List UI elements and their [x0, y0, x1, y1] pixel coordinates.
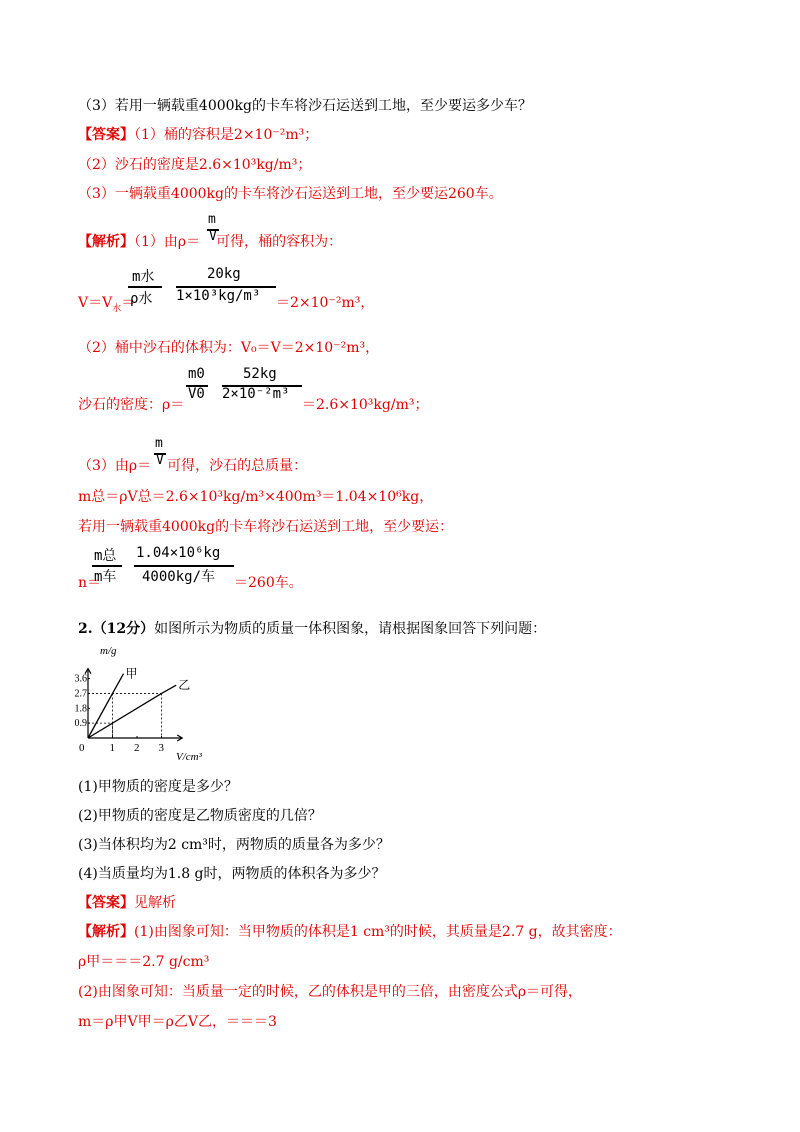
x-tick-2: 2: [134, 742, 140, 754]
analysis-1-post: 可得，桶的容积为：: [216, 234, 343, 250]
eq3-result: ＝260车。: [234, 575, 303, 591]
q2-answer: 见解析: [134, 895, 176, 911]
series-label-1: 乙: [178, 678, 191, 693]
q2-analysis-2: (2)由图象可知：当质量一定的时候，乙的体积是甲的三倍，由密度公式ρ＝可得，: [78, 984, 583, 1000]
eq2-f2-num: 52kg: [243, 366, 277, 382]
answer-1: （1）桶的容积是2×10⁻²m³；: [134, 127, 319, 143]
y-tick-3.6: 3.6: [74, 673, 87, 685]
q2-answer-line: [78, 893, 176, 913]
mass-volume-chart: [74, 638, 228, 768]
eq3-f2-den: 4000kg/车: [142, 569, 216, 585]
y-tick-0.9: 0.9: [74, 718, 87, 730]
eq1-result: ＝2×10⁻²m³，: [276, 295, 375, 311]
answer-tag: 【答案】: [78, 127, 134, 143]
eq3-f2-num: 1.04×10⁶kg: [136, 545, 221, 561]
analysis-1-pre: （1）由ρ＝: [134, 234, 201, 250]
an1-frac-den: V: [209, 229, 217, 244]
q2-sub3: (3)当体积均为2 cm³时，两物质的质量各为多少？: [78, 837, 390, 853]
y-axis-label: m/g: [100, 645, 117, 657]
eq2-f1-num: m0: [188, 366, 205, 382]
eq1-f2-den: 1×10³kg/m³: [176, 288, 261, 304]
q2-analysis-line1: [78, 922, 622, 942]
q2-sub1: (1)甲物质的密度是多少？: [78, 779, 238, 795]
analysis-3-post: 可得，沙石的总质量：: [167, 458, 308, 474]
eq2-f2-den: 2×10⁻²m³: [222, 386, 290, 402]
an3-frac-num: m: [155, 436, 163, 451]
q1-part3: （3）若用一辆载重4000kg的卡车将沙石运送到工地，至少要运多少车？: [78, 98, 532, 114]
q2-stem: 如图所示为物质的质量一体积图象，请根据图象回答下列问题：: [154, 621, 547, 637]
chart-series: [88, 667, 190, 738]
q2-number: 2.（12分）: [78, 621, 155, 637]
series-line-0: [88, 674, 124, 738]
answer-3: （3）一辆载重4000kg的卡车将沙石运送到工地，至少要运260车。: [78, 186, 503, 202]
eq1-f1-num: m水: [132, 269, 155, 285]
analysis-3-line: 若用一辆载重4000kg的卡车将沙石运送到工地，至少要运：: [78, 519, 454, 535]
analysis-3-eq: m总＝ρV总＝2.6×10³kg/m³×400m³＝1.04×10⁶kg，: [78, 489, 434, 505]
an3-frac-den: V: [156, 453, 164, 468]
q1-answer-line1: [78, 125, 318, 145]
q2-answer-tag: 【答案】: [78, 895, 134, 911]
eq2-left: 沙石的密度：ρ＝: [78, 397, 185, 413]
analysis-tag: 【解析】: [78, 234, 134, 250]
eq1-left: $V=V_水=$: [78, 295, 136, 314]
eq3-f1-den: m车: [94, 569, 117, 585]
y-tick-2.7: 2.7: [74, 688, 87, 700]
x-tick-3: 3: [158, 742, 164, 754]
q2-sub4: (4)当质量均为1.8 g时，两物质的体积各为多少？: [78, 866, 386, 882]
q2-analysis-1-eq: ρ甲＝＝＝2.7 g/cm³: [78, 954, 210, 970]
x-axis-label: V/cm³: [176, 751, 202, 763]
eq2-result: ＝2.6×10³kg/m³；: [302, 397, 429, 413]
q2-analysis-2-eq: m＝ρ甲V甲＝ρ乙V乙，＝＝＝3: [78, 1014, 277, 1030]
eq3-f1-num: m总: [94, 548, 117, 564]
analysis-line3: [78, 456, 307, 476]
eq1-f1-den: ρ水: [130, 291, 153, 307]
q2-analysis-1: (1)由图象可知：当甲物质的体积是1 cm³的时候，其质量是2.7 g，故其密度：: [134, 924, 622, 940]
eq2-f1-den: V0: [188, 386, 205, 402]
q2-analysis-tag: 【解析】: [78, 924, 134, 940]
x-tick-1: 1: [109, 742, 115, 754]
eq1-f2-num: 20kg: [207, 266, 241, 282]
analysis-3-pre: （3）由ρ＝: [78, 458, 152, 474]
an1-frac-num: m: [208, 212, 216, 227]
q2-stem-line: [78, 619, 546, 639]
y-tick-1.8: 1.8: [74, 703, 87, 715]
answer-2: （2）沙石的密度是2.6×10³kg/m³；: [78, 157, 312, 173]
eq3-left: n＝: [78, 575, 102, 591]
q2-sub2: (2)甲物质的密度是乙物质密度的几倍？: [78, 808, 322, 824]
series-label-0: 甲: [125, 666, 138, 681]
analysis-2: （2）桶中沙石的体积为：V₀＝V＝2×10⁻²m³，: [78, 340, 380, 356]
x-tick-0: 0: [79, 742, 85, 754]
